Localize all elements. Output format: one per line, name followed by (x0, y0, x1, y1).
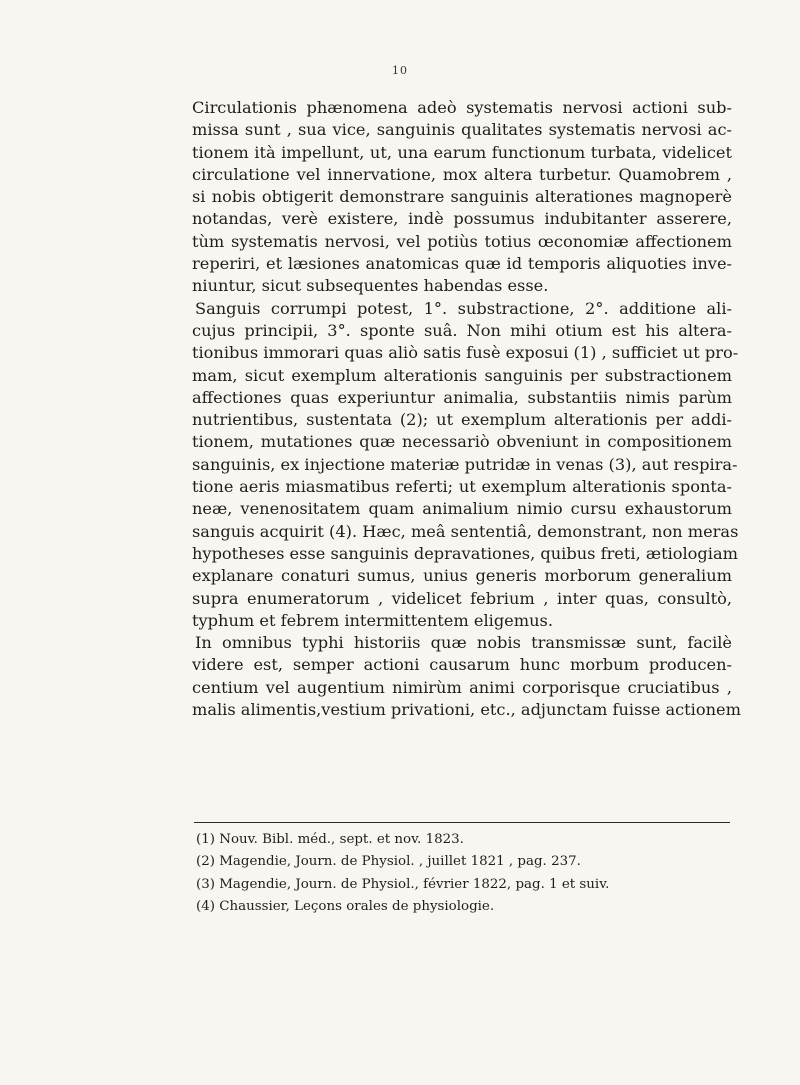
text-line: malis alimentis,vestium privationi, etc., adjunctam fuisse actionem (192, 700, 741, 720)
text-line: Circulationis phænomena adeò systematis nervosi actioni sub- (192, 98, 732, 117)
text-line: circulatione vel innervatione, mox altera turbetur. Quamobrem , (192, 164, 732, 184)
text-line: hypotheses esse sanguinis depravationes, quibus freti, ætiologiam (192, 543, 738, 563)
text-line: mam, sicut exemplum alterationis sanguinis per substractionem (192, 365, 732, 385)
text-line: neæ, venenositatem quam animalium nimio cursu exhaustorum (192, 499, 732, 519)
footnotes (196, 829, 726, 918)
text-line: tionem ità impellunt, ut, una earum functionum turbata, videlicet (192, 142, 732, 162)
text-line: reperiri, et læsiones anatomicas quæ id temporis aliquoties inve- (192, 254, 732, 274)
text-line: notandas, verè existere, indè possumus indubitanter asserere, (192, 209, 732, 229)
text-line: missa sunt , sua vice, sanguinis qualitates systematis nervosi ac- (192, 120, 732, 140)
text-line: tionem, mutationes quæ necessariò obveniunt in compositionem (192, 432, 732, 452)
text-line: si nobis obtigerit demonstrare sanguinis alterationes magnoperè (192, 187, 732, 207)
footnote: (2) Magendie, Journ. de Physiol. , juillet 1821 , pag. 237. (196, 854, 581, 870)
footnote-divider (194, 822, 730, 823)
text-line: Sanguis corrumpi potest, 1°. substractione, 2°. additione ali- (195, 298, 732, 318)
text-line: sanguis acquirit (4). Hæc, meâ sententiâ, demonstrant, non meras (192, 521, 739, 541)
text-line: In omnibus typhi historiis quæ nobis transmissæ sunt, facilè (195, 633, 732, 653)
text-line: centium vel augentium nimirùm animi corporisque cruciatibus , (192, 677, 732, 697)
text-line: supra enumeratorum , videlicet febrium , inter quas, consultò, (192, 588, 732, 608)
page-number: 10 (392, 64, 408, 77)
text-line: tionibus immorari quas aliò satis fusè exposui (1) , sufficiet ut pro- (192, 343, 739, 363)
paragraph-end-line: typhum et febrem intermittentem eligemus. (192, 610, 553, 630)
body-text (192, 97, 741, 721)
footnote: (4) Chaussier, Leçons orales de physiologie. (196, 898, 495, 914)
text-line: explanare conaturi sumus, unius generis morborum generalium (192, 566, 732, 586)
text-line: nutrientibus, sustentata (2); ut exemplum alterationis per addi- (192, 410, 732, 430)
text-line: tùm systematis nervosi, vel potiùs totius œconomiæ affectionem (192, 231, 732, 251)
paragraph-end-line: niuntur, sicut subsequentes habendas esse. (192, 276, 549, 296)
text-line: sanguinis, ex injectione materiæ putridæ in venas (3), aut respira- (192, 454, 738, 474)
text-line: tione aeris miasmatibus referti; ut exemplum alterationis sponta- (192, 477, 732, 497)
footnote: (3) Magendie, Journ. de Physiol., février 1822, pag. 1 et suiv. (196, 876, 610, 892)
footnote: (1) Nouv. Bibl. méd., sept. et nov. 1823. (196, 832, 464, 847)
text-line: cujus principii, 3°. sponte suâ. Non mihi otium est his altera- (192, 320, 732, 340)
text-line: affectiones quas experiuntur animalia, substantiis nimis parùm (192, 387, 732, 407)
text-line: videre est, semper actioni causarum hunc morbum producen- (192, 655, 732, 675)
